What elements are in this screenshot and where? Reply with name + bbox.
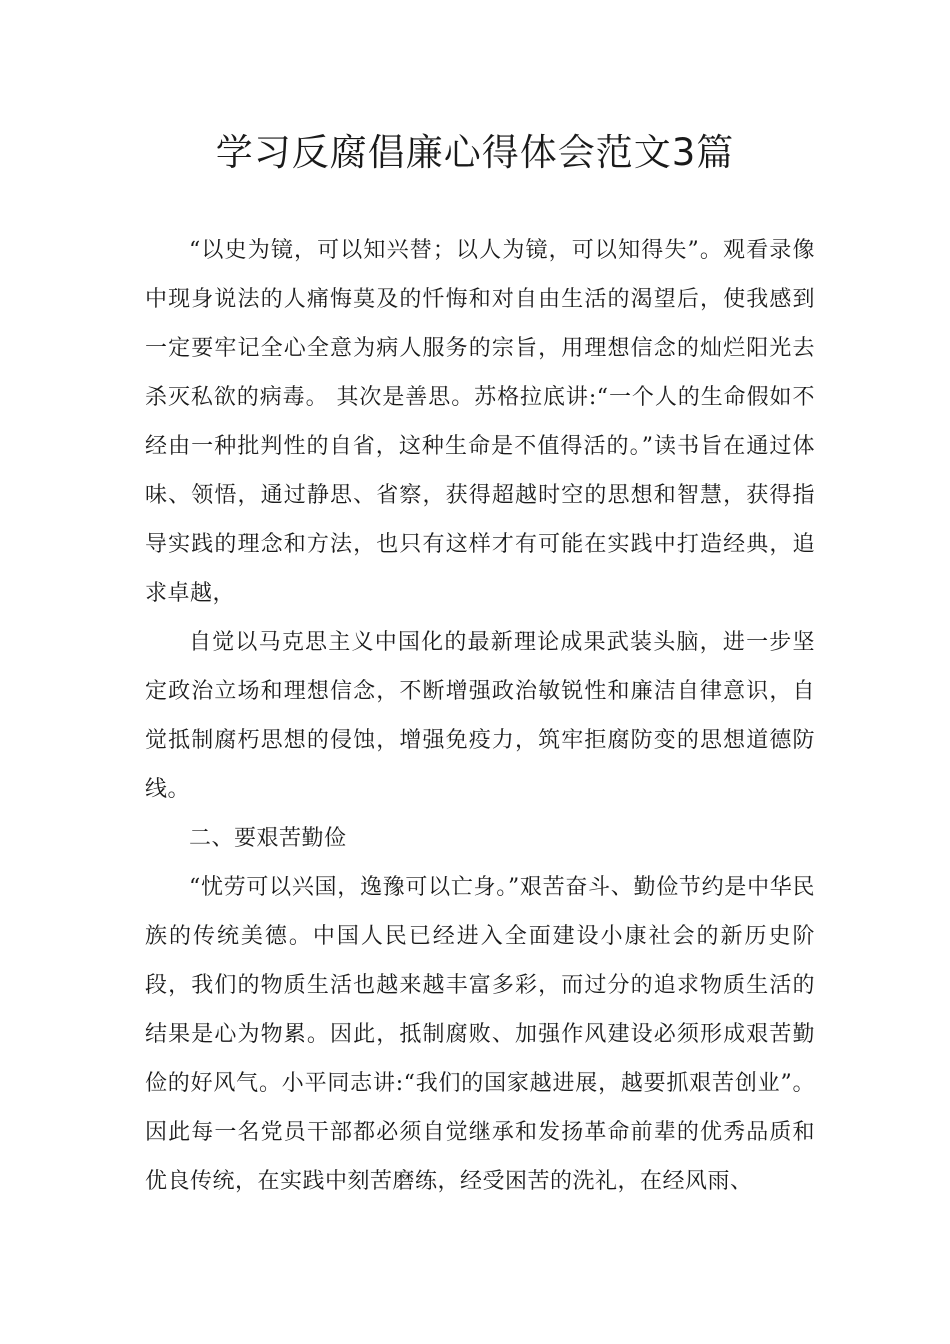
body-paragraph: “忧劳可以兴国，逸豫可以亡身。”艰苦奋斗、勤俭节约是中华民族的传统美德。中国人民已经进入全面建设小康社会的新历史阶段，我们的物质生活也越来越丰富多彩，而过分的追求物质生活的结果是心为物累。因此，抵制腐败、加强作风建设必须形成艰苦勤俭的好风气。小平同志讲:“我们的国家越进展，越要抓艰苦创业”。因此每一名党员干部都必须自觉继承和发扬革命前辈的优秀品质和优良传统，在实践中刻苦磨练，经受困苦的洗礼，在经风雨、 [145,875,815,1194]
document-body [145,226,815,1206]
document-title: 学习反腐倡廉心得体会范文3篇 [215,131,735,174]
section-heading: 二、要艰苦勤俭 [189,826,347,851]
body-paragraph: “以史为镜，可以知兴替；以人为镜，可以知得失”。观看录像中现身说法的人痛悔莫及的忏悔和对自由生活的渴望后，使我感到一定要牢记全心全意为病人服务的宗旨，用理想信念的灿烂阳光去杀灭私欲的病毒。 其次是善思。苏格拉底讲:“一个人的生命假如不经由一种批判性的自省，这种生命是不值得活的。”读书旨在通过体味、领悟，通过静思、省察，获得超越时空的思想和智慧，获得指导实践的理念和方法，也只有这样才有可能在实践中打造经典，追求卓越， [145,238,815,606]
body-paragraph: 自觉以马克思主义中国化的最新理论成果武装头脑，进一步坚定政治立场和理想信念，不断增强政治敏锐性和廉洁自律意识，自觉抵制腐朽思想的侵蚀，增强免疫力，筑牢拒腐防变的思想道德防线。 [145,630,815,802]
